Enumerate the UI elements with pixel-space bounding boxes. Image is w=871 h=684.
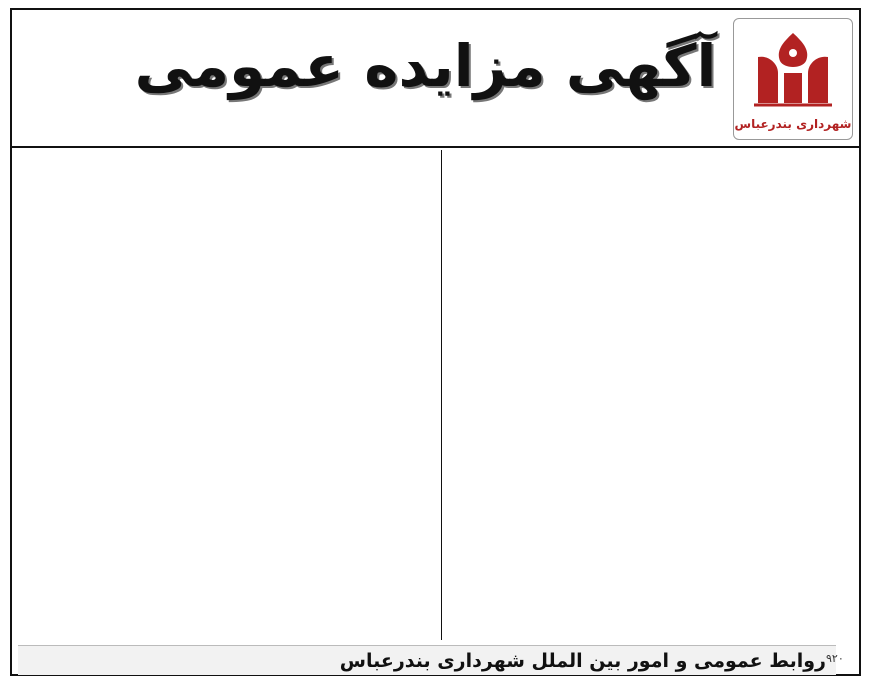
logo — [733, 18, 853, 140]
notice-column-right — [441, 150, 859, 640]
page-number: ۹۲۰ — [826, 652, 844, 665]
footer-banner: روابط عمومی و امور بین الملل شهرداری بندرعباس — [18, 645, 836, 675]
notice-column-left — [12, 150, 440, 640]
notice-body — [12, 150, 859, 640]
logo-caption: شهرداری بندرعباس — [734, 117, 852, 131]
municipality-emblem-icon — [748, 27, 838, 111]
notice-title: آگهی مزایده عمومی — [134, 32, 717, 100]
notice-header — [12, 10, 859, 148]
